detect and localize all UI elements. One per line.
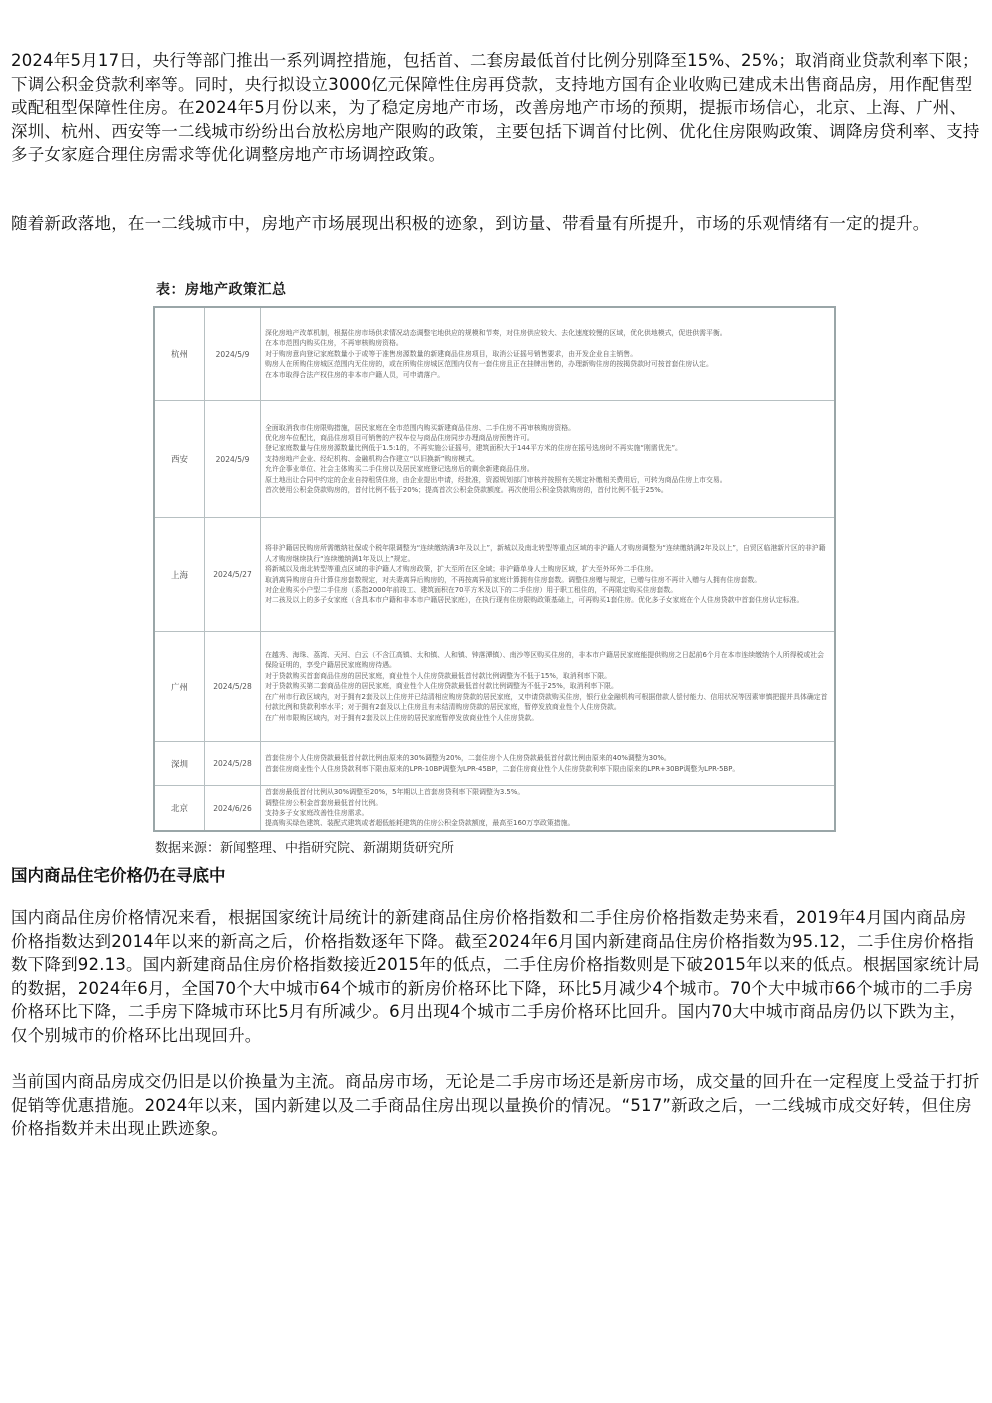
table-cell-policy: 首套住房个人住房贷款最低首付款比例由原来的30%调整为20%，二套住房个人住房贷款最低首付款比例由原来的40%调整为30%。 首套住房商业性个人住房贷款利率下限由原来的LPR-10BP调整为LPR-45BP，二套住房商业性个人住房贷款利率下限由原来的LPR+30BP调整为LPR-5BP。	[261, 742, 836, 786]
table-cell-city: 上海	[154, 518, 205, 632]
table-cell-policy: 深化房地产改革机制，根据住房市场供求情况动态调整宅地供应的规模和节奏，对住房供应较大、去化速度较慢的区域，优化供地模式，促进供需平衡。 在本市范围内购买住房，不再审核购房资格。 对于购房意向登记家庭数量小于或等于准售房源数量的新建商品住房项目，取消公证摇号销售要求，由开发企业自主销售。 购房人在所购住房城区范围内无住房的，或在所购住房城区范围内仅有一套住房且正在挂牌出售的，办理新购住房的按揭贷款时可按首套住房认定。 在本市取得合法产权住房的非本市户籍人员，可申请落户。	[261, 307, 836, 401]
table-cell-policy: 将非沪籍居民购房所需缴纳社保或个税年限调整为“连续缴纳满3年及以上”，新城以及南北转型等重点区域的非沪籍人才购房调整为“连续缴纳满2年及以上”，自贸区临港新片区的非沪籍人才购房继续执行“连续缴纳满1年及以上”规定。 将新城以及南北转型等重点区域的非沪籍人才购房政策，扩大至所在区全域；非沪籍单身人士购房区域，扩大至外环外二手住房。 取消离异购房自升计算住房套数规定，对夫妻离异后购房的，不再按离异前家庭计算拥有住房套数。调整住房赠与规定，已赠与住房不再计入赠与人拥有住房套数。 对企业购买小户型二手住房（系指2000年前竣工、建筑面积在70平方米及以下的二手住房）用于职工租住的，不再限定购买住房套数。 对二孩及以上的多子女家庭（含具本市户籍和非本市户籍居民家庭），在执行现有住房限购政策基础上，可再购买1套住房。优化多子女家庭在个人住房贷款中首套住房认定标准。	[261, 518, 836, 632]
policy-table	[153, 306, 836, 832]
table-cell-policy: 在越秀、海珠、荔湾、天河、白云（不含江高镇、太和镇、人和镇、钟落潭镇）、南沙等区购买住房的，非本市户籍居民家庭能提供购房之日起前6个月在本市连续缴纳个人所得税或社会保险证明的，享受户籍居民家庭购房待遇。 对于贷款购买首套商品住房的居民家庭，商业性个人住房贷款最低首付款比例调整为不低于15%，取消利率下限。 对于贷款购买第二套商品住房的居民家庭，商业性个人住房贷款最低首付款比例调整为不低于25%，取消利率下限。 在广州市行政区域内，对于拥有2套及以上住房并已结清相应购房贷款的居民家庭，又申请贷款购买住房，银行业金融机构可根据借款人偿付能力、信用状况等因素审慎把握并具体确定首付款比例和贷款利率水平；对于拥有2套及以上住房且有未结清购房贷款的居民家庭，暂停发放商业性个人住房贷款。 在广州市限购区域内，对于拥有2套及以上住房的居民家庭暂停发放商业性个人住房贷款。	[261, 632, 836, 742]
table-row	[154, 786, 835, 832]
table-cell-city: 杭州	[154, 307, 205, 401]
table-source-note: 数据来源：新闻整理、中指研究院、新湖期货研究所	[155, 841, 455, 856]
table-cell-city: 北京	[154, 786, 205, 832]
market-reaction-paragraph: 随着新政落地，在一二线城市中，房地产市场展现出积极的迹象，到访量、带看量有所提升，市场的乐观情绪有一定的提升。	[11, 214, 930, 233]
table-cell-date: 2024/5/9	[205, 401, 261, 518]
table-cell-city: 广州	[154, 632, 205, 742]
table-row	[154, 742, 835, 786]
table-row	[154, 307, 835, 401]
table-row	[154, 632, 835, 742]
policy-table-figure	[153, 279, 839, 856]
table-cell-date: 2024/5/28	[205, 742, 261, 786]
table-cell-date: 2024/5/27	[205, 518, 261, 632]
price-index-paragraph: 国内商品住房价格情况来看，根据国家统计局统计的新建商品住房价格指数和二手住房价格指数走势来看，2019年4月国内商品房价格指数达到2014年以来的新高之后，价格指数逐年下降。截至2024年6月国内新建商品住房价格指数为95.12，二手住房价格指数下降到92.13。国内新建商品住房价格指数接近2015年的低点，二手住房价格指数则是下破2015年以来的低点。根据国家统计局的数据，2024年6月，全国70个大中城市64个城市的新房价格环比下降，环比5月减少4个城市。70个大中城市66个城市的二手房价格环比下降，二手房下降城市环比5月有所减少。6月出现4个城市二手房价格环比回升。国内70大中城市商品房仍以下跌为主，仅个别城市的价格环比出现回升。	[11, 908, 980, 1045]
table-cell-city: 西安	[154, 401, 205, 518]
table-row	[154, 401, 835, 518]
transaction-paragraph: 当前国内商品房成交仍旧是以价换量为主流。商品房市场，无论是二手房市场还是新房市场，成交量的回升在一定程度上受益于打折促销等优惠措施。2024年以来，国内新建以及二手商品住房出现以量换价的情况。“517”新政之后，一二线城市成交好转，但住房价格指数并未出现止跌迹象。	[11, 1072, 980, 1138]
table-row	[154, 518, 835, 632]
section-heading: 国内商品住宅价格仍在寻底中	[11, 866, 226, 885]
table-title: 表：房地产政策汇总	[156, 282, 287, 298]
table-cell-policy: 首套房最低首付比例从30%调整至20%，5年期以上首套房贷利率下限调整为3.5%。 调整住房公积金首套房最低首付比例。 支持多子女家庭改善性住房需求。 提高购买绿色建筑、装配式建筑或者超低能耗建筑的住房公积金贷款额度，最高至160万享政策措施。	[261, 786, 836, 832]
table-cell-date: 2024/5/28	[205, 632, 261, 742]
intro-paragraph: 2024年5月17日，央行等部门推出一系列调控措施，包括首、二套房最低首付比例分别降至15%、25%；取消商业贷款利率下限；下调公积金贷款利率等。同时，央行拟设立3000亿元保障性住房再贷款，支持地方国有企业收购已建成未出售商品房，用作配售型或配租型保障性住房。在2024年5月份以来，为了稳定房地产市场，改善房地产市场的预期，提振市场信心，北京、上海、广州、深圳、杭州、西安等一二线城市纷纷出台放松房地产限购的政策，主要包括下调首付比例、优化住房限购政策、调降房贷利率、支持多子女家庭合理住房需求等优化调整房地产市场调控政策。	[11, 51, 980, 164]
table-cell-city: 深圳	[154, 742, 205, 786]
table-cell-date: 2024/6/26	[205, 786, 261, 832]
table-cell-policy: 全面取消我市住房限购措施，居民家庭在全市范围内购买新建商品住房、二手住房不再审核购房资格。 优化房车位配比，商品住房项目可销售的产权车位与商品住房同步办理商品房预售许可。 登记家庭数量与住房房源数量比例低于1.5:1的，不再实施公证摇号，建筑面积大于144平方米的住房在摇号选房时不再实施“刚需优先”。 支持房地产企业、经纪机构、金融机构合作建立“以旧换新”购房模式。 允许企事业单位、社会主体购买二手住房以及居民家庭登记选房后的剩余新建商品住房。 原土地出让合同中约定的企业自持租赁住房，由企业提出申请，经批准，资源规划部门审核并按照有关规定补缴相关费用后，可转为商品住房上市交易。 首次使用公积金贷款购房的，首付比例不低于20%；提高首次公积金贷款额度。再次使用公积金贷款购房的，首付比例不低于25%。	[261, 401, 836, 518]
table-cell-date: 2024/5/9	[205, 307, 261, 401]
